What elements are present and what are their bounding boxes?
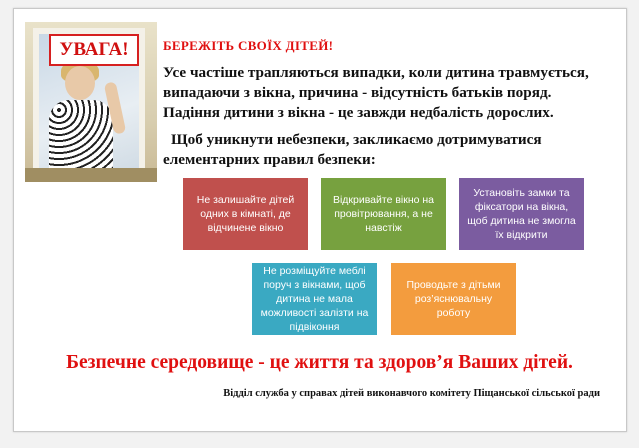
footer-organization: Відділ служба у справах дітей виконавчого комітету Піщанської сільської ради (223, 388, 600, 399)
page-title: БЕРЕЖІТЬ СВОЇХ ДІТЕЙ! (163, 38, 334, 53)
child-body (49, 100, 113, 168)
rule-box-1: Не залишайте дітей одних в кімнаті, де відчинене вікно (183, 178, 308, 250)
rule-box-3: Установіть замки та фіксатори на вікна, щоб дитина не змогла їх відкрити (459, 178, 584, 250)
rule-box-5: Проводьте з дітьми роз’яснювальну роботу (391, 263, 516, 335)
window-sill (25, 168, 157, 182)
rule-box-4: Не розміщуйте меблі поруч з вікнами, щоб дитина не мала можливості залізти на підвіконня (252, 263, 377, 335)
warning-label: УВАГА! (49, 34, 139, 66)
slogan: Безпечне середовище - це життя та здоров’я Ваших дітей. (66, 352, 573, 373)
rule-box-2: Відкривайте вікно на провітрювання, а не навстіж (321, 178, 446, 250)
rules-intro-paragraph: Щоб уникнути небезпеки, закликаємо дотримуватися елементарних правил безпеки: (163, 131, 542, 168)
intro-paragraph: Усе частіше трапляються випадки, коли дитина травмується, випадаючи з вікна, причина - відсутність батьків поряд. Падіння дитини з вікна - це завжди недбалість дорослих. (163, 64, 589, 121)
child-head (65, 66, 95, 100)
